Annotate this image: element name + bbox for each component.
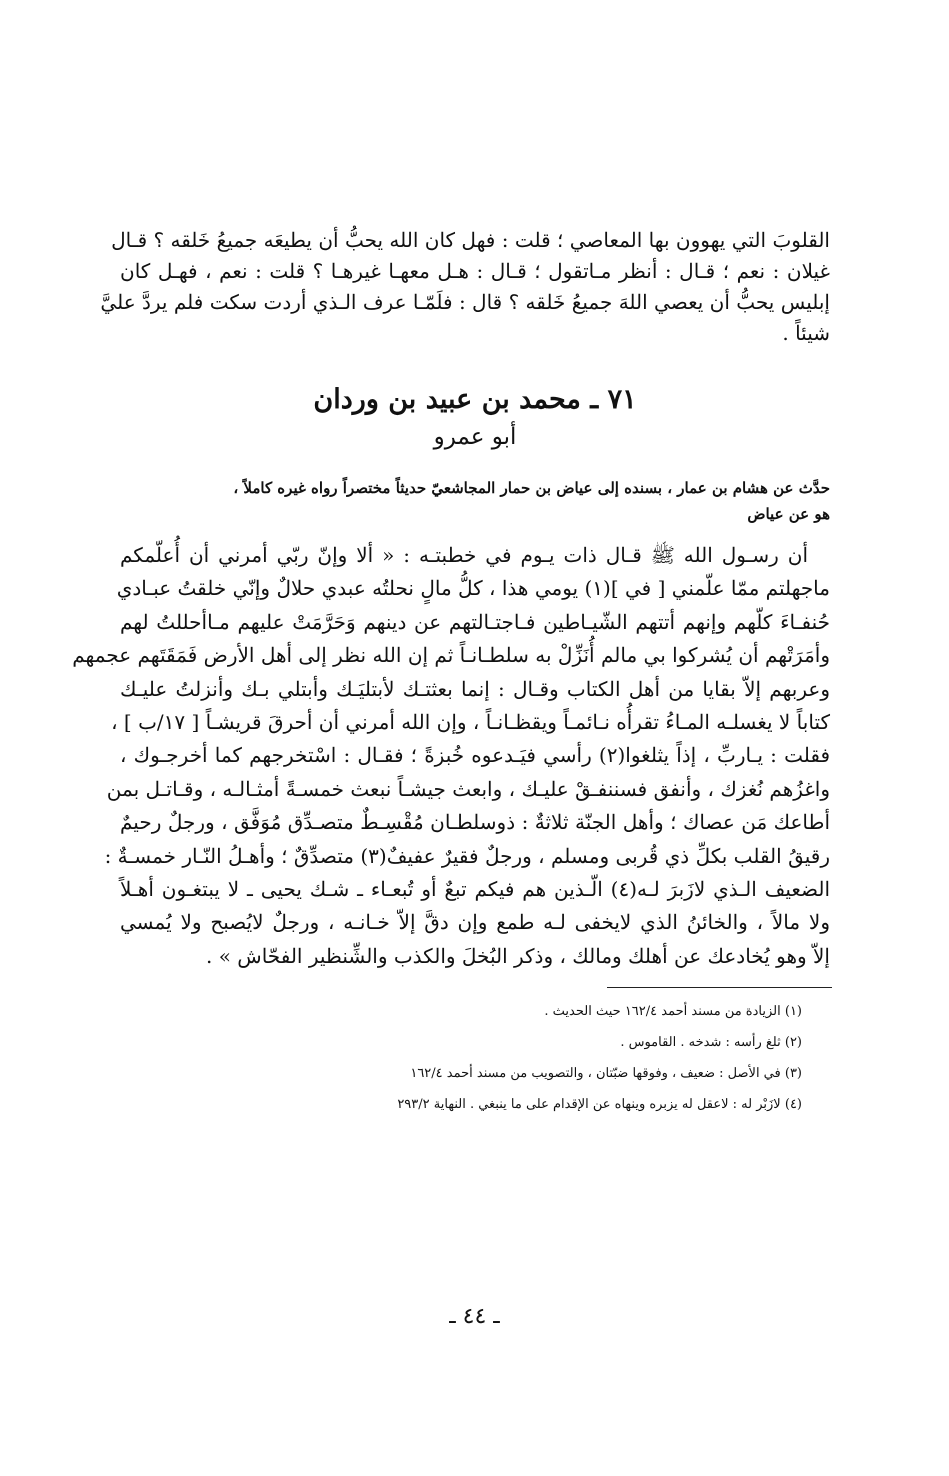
- note-line: حدَّث عن هشام بن عمار ، بسنده إلى عياض بن حمار المجاشعيّ حديثاً مختصراً رواه غيره كاملاً ،: [233, 479, 830, 497]
- intro-paragraph: [100, 225, 830, 349]
- isnad-note: [120, 475, 830, 527]
- body-line: وعربهم إلاّ بقايا من أهل الكتاب وقـال : إنما بعثتـك لأبتليَـك وأبتلي بـك وأنزلتُ عليـك: [120, 676, 830, 701]
- entry-heading: ٧١ ـ محمد بن عبيد بن وردان: [313, 384, 637, 415]
- note-line: هو عن عياض: [747, 505, 830, 523]
- intro-line: إبليس يحبُّ أن يعصي اللهَ جميعُ خَلقه ؟ قال : فلَمّـا عرف الـذي أردت سكت فلم يردَّ عليَّ: [100, 290, 830, 314]
- page-number: ـ ٤٤ ـ: [449, 1304, 500, 1329]
- entry-kunya: أبو عمرو: [433, 424, 517, 450]
- body-line: ماجهلتم ممّا علّمني [ في ](١) يومي هذا ، كلُّ مالٍ نحلتُه عبدي حلالٌ وإنّي خلقتُ عبـادي: [116, 576, 830, 601]
- intro-line: شيئاً .: [782, 321, 830, 345]
- footnote-divider: [607, 987, 832, 988]
- footnote: (٢) ثلغ رأسه : شدخه . القاموس .: [620, 1035, 802, 1051]
- footnotes: [120, 996, 830, 1120]
- page-content: [72, 225, 831, 1120]
- footnote: (٣) في الأصل : ضعيف ، وفوقها ضبّتان ، والتصويب من مسند أحمد ١٦٢/٤: [410, 1066, 802, 1082]
- body-line: وأمَرَتْهم أن يُشركوا بي مالم أُنَزِّلْ به سلطـانـاً ثم إن الله نظر إلى أهل الأرض فَمَقَتَهم عجمهم: [72, 643, 830, 668]
- body-line: واغزُهم نُغزك ، وأنفق فسننفـقْ عليـك ، وابعث جيشـاً نبعث خمسـةً أمثـالـه ، وقـاتـل بمن: [106, 776, 830, 801]
- body-line: كتاباً لا يغسلـه المـاءُ تقرأُه نـائمـاً ويقظـانـاً ، وإن الله أمرني أن أحرقَ قريشـاً [ ١٧/ب ] ،: [111, 710, 830, 735]
- body-line: حُنفـاءَ كلّهم وإنهم أتتهم الشّيـاطين فـاجتـالتهم عن دينهم وَحَرَّمَتْ عليهم مـاأحللتُ لهم: [120, 609, 831, 634]
- body-line: رقيقُ القلب بكلِّ ذي قُربى ومسلم ، ورجلٌ فقيرٌ عفيفٌ(٣) متصدِّقٌ ؛ وأهـلُ النّـار خمسـةٌ :: [104, 843, 830, 868]
- intro-line: غيلان : نعم ؛ قـال : أنظر مـاتقول ؛ قـال : هـل معهـا غيرهـا ؟ قلت : نعم ، فهـل كان: [120, 259, 830, 283]
- body-line: الضعيف الـذي لازَبرَ لـه(٤) الّـذين هم فيكم تبعٌ أو تُبعـاء ـ شـك يحيى ـ لا يبتغـون أهـلاً: [120, 877, 830, 902]
- body-line: ولا مالاً ، والخائنُ الذي لايخفى لـه طمع وإن دقَّ إلاّ خـانـه ، ورجلٌ لايُصبح ولا يُمسي: [120, 910, 830, 935]
- footnote: (١) الزيادة من مسند أحمد ١٦٢/٤ حيث الحديث .: [544, 1004, 802, 1020]
- body-line: فقلت : يـاربِّ ، إذاً يثلغوا(٢) رأسي فيَـدعوه خُبزةً ؛ فقـال : اسْتخرجهم كما أخرجـوك ،: [120, 743, 831, 768]
- footnote: (٤) لازَبْر له : لاعقل له يزبره وينهاه عن الإقدام على ما ينبغي . النهاية ٢٩٣/٢: [397, 1097, 802, 1113]
- body-line: أطاعك مَن عصاك ؛ وأهل الجنّة ثلاثةٌ : ذوسلطـان مُقْسِـطٌ متصـدِّق مُوَفَّق ، ورجلٌ رحيمٌ: [120, 810, 830, 835]
- hadith-text: [72, 539, 831, 973]
- body-line: إلاّ وهو يُخادعك عن أهلك ومالك ، وذكر البُخلَ والكذب والشِّنظير الفحّاش » .: [205, 943, 830, 968]
- body-line: أن رسـول الله ﷺ قـال ذات يـوم في خطبتـه : « ألا وإنّ ربّي أمرني أن أُعلّمكم: [120, 543, 808, 567]
- intro-line: القلوبَ التي يهوون بها المعاصي ؛ قلت : فهل كان الله يحبُّ أن يطيعَه جميعُ خَلقه ؟ قـال: [111, 228, 830, 252]
